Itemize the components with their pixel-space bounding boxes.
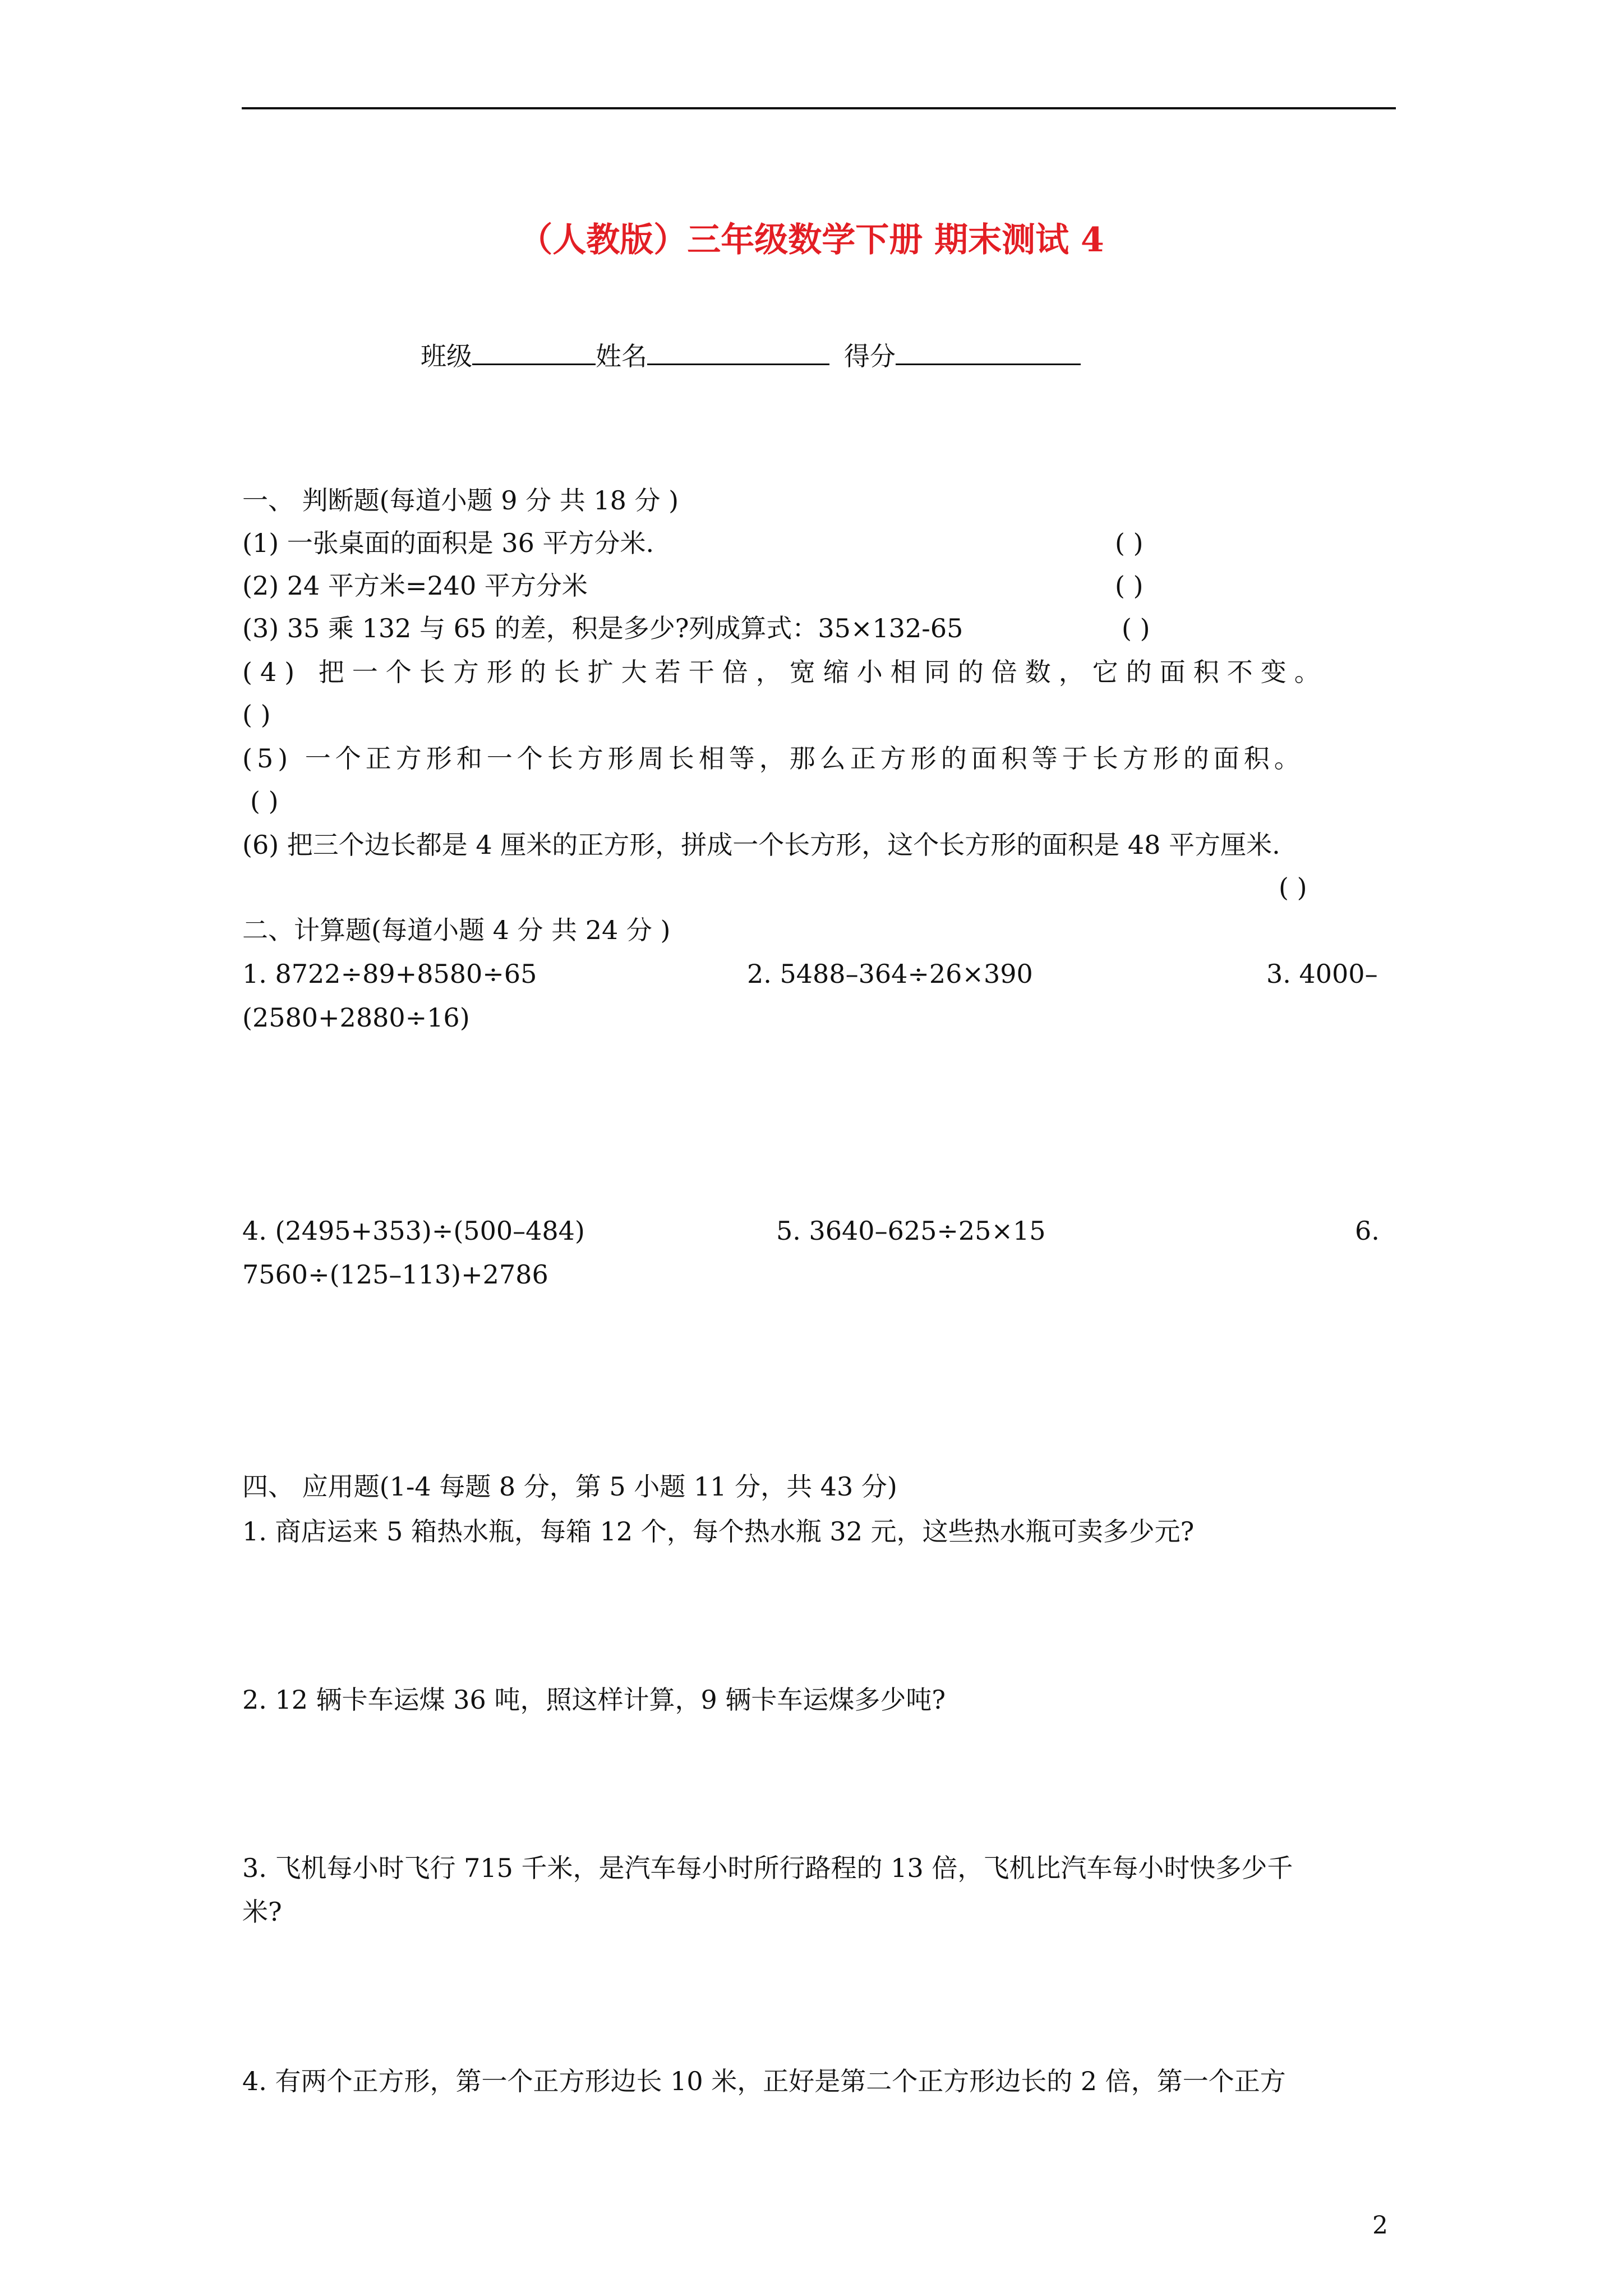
top-rule	[242, 107, 1396, 109]
word-problem-3-line1: 3. 飞机每小时飞行 715 千米，是汽车每小时所行路程的 13 倍，飞机比汽车每小时快多少千	[242, 1853, 1293, 1883]
section2-heading: 二、计算题(每道小题 4 分 共 24 分 )	[242, 915, 671, 945]
section1-heading: 一、 判断题(每道小题 9 分 共 18 分 )	[242, 485, 679, 516]
section4-heading: 四、 应用题(1-4 每题 8 分，第 5 小题 11 分，共 43 分)	[242, 1471, 897, 1502]
judge-item-4: (4) 把一个长方形的长扩大若干倍，宽缩小相同的倍数，它的面积不变。	[242, 657, 1328, 687]
judge-answer-2[interactable]: ( )	[1115, 570, 1144, 601]
page-title: （人教版）三年级数学下册 期末测试 4	[519, 220, 1104, 260]
calc-problem-3-start: 3. 4000–	[1266, 959, 1378, 989]
calc-problem-6-end: 7560÷(125–113)+2786	[242, 1259, 548, 1290]
class-label: 班级	[421, 341, 472, 371]
word-problem-1: 1. 商店运来 5 箱热水瓶，每箱 12 个，每个热水瓶 32 元，这些热水瓶可卖多少元?	[242, 1516, 1195, 1547]
class-blank[interactable]	[472, 334, 596, 365]
judge-answer-1[interactable]: ( )	[1115, 528, 1144, 558]
judge-answer-5[interactable]: ( )	[250, 786, 279, 816]
judge-item-5: (5) 一个正方形和一个长方形周长相等，那么正方形的面积等于长方形的面积。	[242, 743, 1304, 774]
judge-answer-4[interactable]: ( )	[242, 700, 271, 730]
calc-problem-1: 1. 8722÷89+8580÷65	[242, 959, 537, 989]
calc-problem-6-start: 6.	[1355, 1216, 1380, 1246]
page-number: 2	[1372, 2211, 1388, 2240]
student-info-line	[421, 334, 1081, 373]
judge-item-3: (3) 35 乘 132 与 65 的差，积是多少?列成算式：35×132-65	[242, 613, 963, 643]
name-blank[interactable]	[647, 334, 829, 365]
judge-item-2: (2) 24 平方米=240 平方分米	[242, 570, 588, 601]
calc-problem-4: 4. (2495+353)÷(500–484)	[242, 1216, 585, 1246]
calc-problem-2: 2. 5488–364÷26×390	[747, 959, 1033, 989]
score-label: 得分	[844, 341, 896, 371]
calc-problem-3-end: (2580+2880÷16)	[242, 1002, 470, 1033]
judge-item-1: (1) 一张桌面的面积是 36 平方分米.	[242, 528, 654, 558]
word-problem-4: 4. 有两个正方形，第一个正方形边长 10 米，正好是第二个正方形边长的 2 倍，第一个正方	[242, 2066, 1286, 2096]
judge-answer-6[interactable]: ( )	[1279, 872, 1307, 903]
judge-item-6: (6) 把三个边长都是 4 厘米的正方形，拼成一个长方形，这个长方形的面积是 48 平方厘米.	[242, 830, 1280, 860]
judge-answer-3[interactable]: ( )	[1122, 613, 1150, 643]
word-problem-3-line2: 米?	[242, 1897, 282, 1927]
word-problem-2: 2. 12 辆卡车运煤 36 吨，照这样计算，9 辆卡车运煤多少吨?	[242, 1685, 946, 1715]
score-blank[interactable]	[896, 334, 1081, 365]
name-label: 姓名	[596, 341, 647, 371]
calc-problem-5: 5. 3640–625÷25×15	[776, 1216, 1046, 1246]
